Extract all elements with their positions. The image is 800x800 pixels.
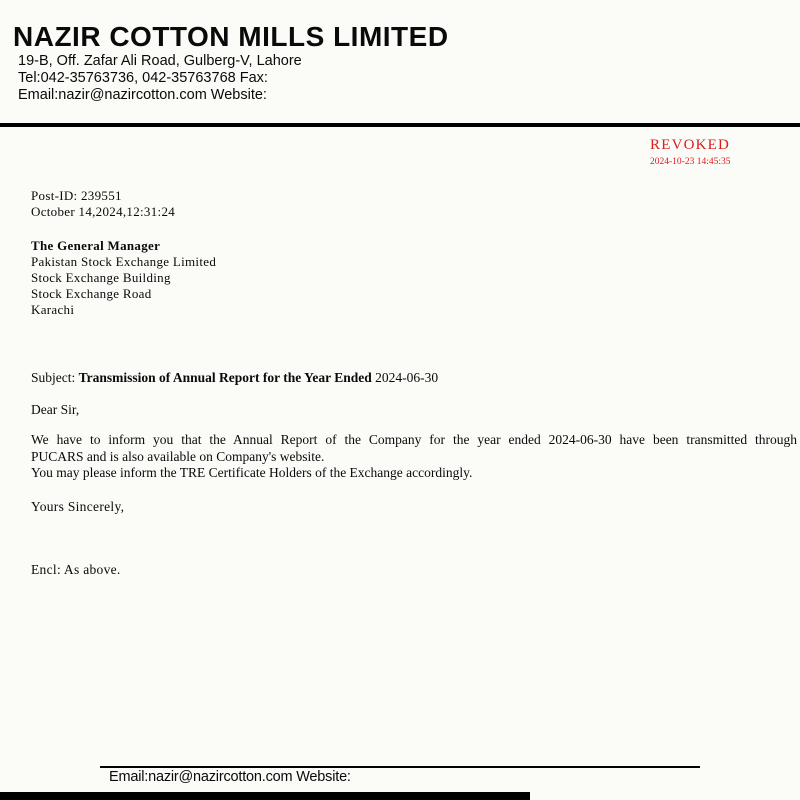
post-id: Post-ID: 239551	[31, 188, 122, 203]
recipient-title: The General Manager	[31, 238, 161, 253]
body-line: PUCARS and is also available on Company's website.	[31, 448, 325, 464]
subject-label: Subject:	[31, 370, 76, 385]
footer-divider-rule	[100, 766, 700, 768]
footer-email-line: Email:nazir@nazircotton.com Website:	[109, 769, 351, 785]
revoked-status-text: REVOKED	[650, 137, 731, 153]
company-name: NAZIR COTTON MILLS LIMITED	[13, 21, 449, 52]
letterhead-address-block	[18, 53, 302, 104]
subject-line	[31, 370, 438, 386]
revoked-timestamp: 2024-10-23 14:45:35	[650, 157, 731, 167]
recipient-line: Stock Exchange Road	[31, 286, 152, 301]
subject-date: 2024-06-30	[375, 370, 439, 385]
recipient-line: Pakistan Stock Exchange Limited	[31, 254, 217, 269]
footer-thick-rule	[0, 792, 530, 800]
subject-text: Transmission of Annual Report for the Year Ended	[78, 370, 372, 385]
salutation: Dear Sir,	[31, 402, 80, 417]
body-line: We have to inform you that the Annual Report of the Company for the year ended 2024-06-30 have been transmitted through	[31, 432, 797, 447]
closing: Yours Sincerely,	[31, 499, 125, 514]
recipient-block	[31, 238, 216, 318]
recipient-line: Stock Exchange Building	[31, 270, 171, 285]
address-line: 19-B, Off. Zafar Ali Road, Gulberg-V, Lahore	[18, 53, 302, 69]
email-line: Email:nazir@nazircotton.com Website:	[18, 87, 267, 103]
post-meta-block	[31, 188, 175, 220]
revoked-stamp	[650, 136, 730, 168]
post-date: October 14,2024,12:31:24	[31, 204, 176, 219]
header-divider-rule	[0, 123, 800, 127]
body-paragraph	[31, 432, 797, 482]
body-line: You may please inform the TRE Certificate Holders of the Exchange accordingly.	[31, 465, 473, 480]
recipient-line: Karachi	[31, 302, 75, 317]
enclosure-note: Encl: As above.	[31, 562, 121, 577]
phone-line: Tel:042-35763736, 042-35763768 Fax:	[18, 70, 268, 86]
